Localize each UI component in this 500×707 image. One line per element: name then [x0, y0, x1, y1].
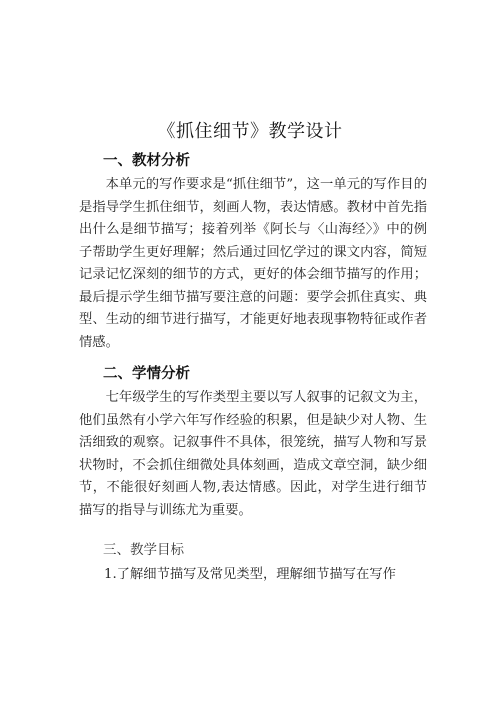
section-heading-student-analysis: 二、学情分析	[103, 366, 190, 382]
section-paragraph-student-analysis: 七年级学生的写作类型主要以写人叙事的记叙文为主，他们虽然有小学六年写作经验的积累，但是缺少对人物、生活细致的观察。记叙事件不具体，很笼统，描写人物和写景状物时，不会抓住细微处具体刻画，造成文章空洞，缺少细节，不能很好刻画人物,表达情感。因此，对学生进行细节描写的指导与训练尤为重要。	[79, 390, 427, 518]
section-paragraph-teaching-goals: 1.了解细节描写及常见类型，理解细节描写在写作	[104, 567, 396, 582]
section-heading-teaching-goals: 三、教学目标	[103, 542, 184, 558]
section-heading-textbook-analysis: 一、教材分析	[103, 153, 190, 169]
section-paragraph-textbook-analysis: 本单元的写作要求是“抓住细节”，这一单元的写作目的是指导学生抓住细节，刻画人物，表达情感。教材中首先指出什么是细节描写；接着列举《阿长与〈山海经〉》中的例子帮助学生更好理解；然后通过回忆学过的课文内容，简短记录记忆深刻的细节的方式，更好的体会细节描写的作用；最后提示学生细节描写要注意的问题：要学会抓住真实、典型、生动的细节进行描写，才能更好地表现事物特征或作者情感。	[79, 177, 427, 350]
document-title: 《抓住细节》教学设计	[157, 121, 343, 142]
